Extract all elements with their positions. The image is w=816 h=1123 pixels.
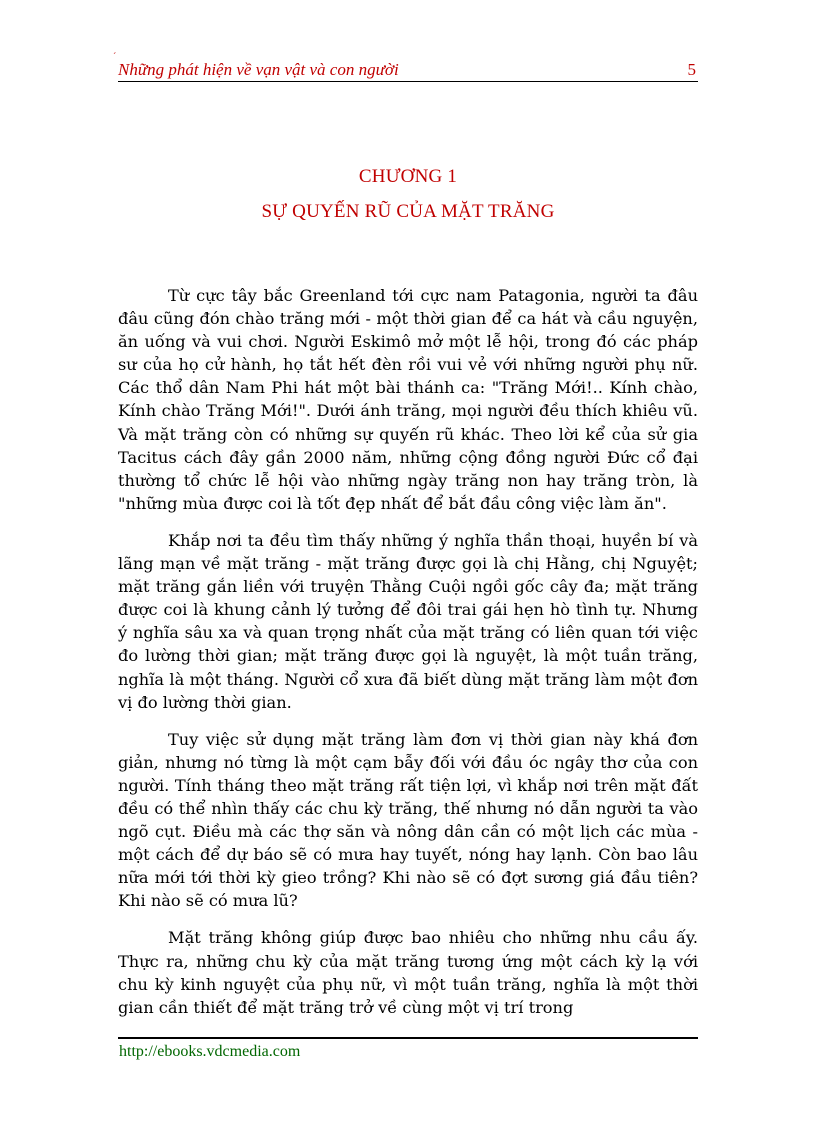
- page-number: 5: [687, 60, 696, 79]
- paragraph-3: Tuy việc sử dụng mặt trăng làm đơn vị thời gian này khá đơn giản, nhưng nó từng là một cạm bẫy đối với đầu óc ngây thơ của con người. Tính tháng theo mặt trăng rất tiện lợi, vì khắp nơi trên mặt đất đều có thể nhìn thấy các chu kỳ trăng, thế nhưng nó dẫn người ta vào ngõ cụt. Điều mà các thợ săn và nông dân cần có một lịch các mùa - một cách để dự báo sẽ có mưa hay tuyết, nóng hay lạnh. Còn bao lâu nữa mới tới thời kỳ gieo trồng? Khi nào sẽ có đợt sương giá đầu tiên? Khi nào sẽ có mưa lũ?: [118, 729, 698, 911]
- paragraph-1: Từ cực tây bắc Greenland tới cực nam Patagonia, người ta đâu đâu cũng đón chào trăng mới - một thời gian để ca hát và cầu nguyện, ăn uống và vui chơi. Người Eskimô mở một lễ hội, trong đó các pháp sư của họ cử hành, họ tắt hết đèn rồi vui vẻ với những người phụ nữ. Các thổ dân Nam Phi hát một bài thánh ca: "Trăng Mới!.. Kính chào, Kính chào Trăng Mới!". Dưới ánh trăng, mọi người đều thích khiêu vũ. Và mặt trăng còn có những sự quyến rũ khác. Theo lời kể của sử gia Tacitus cách đây gần 2000 năm, những cộng đồng người Đức cổ đại thường tổ chức lễ hội vào những ngày trăng non hay trăng tròn, là "những mùa được coi là tốt đẹp nhất để bắt đầu công việc làm ăn".: [118, 286, 698, 513]
- footer-url[interactable]: http://ebooks.vdcmedia.com: [119, 1043, 301, 1060]
- chapter-title: SỰ QUYẾN RŨ CỦA MẶT TRĂNG: [261, 201, 555, 222]
- chapter-number: CHƯƠNG 1: [358, 166, 458, 187]
- running-title: Những phát hiện về vạn vật và con người: [118, 60, 399, 79]
- footer-rule: [118, 1037, 698, 1039]
- page-header: [113, 52, 698, 82]
- paragraph-2: Khắp nơi ta đều tìm thấy những ý nghĩa thần thoại, huyền bí và lãng mạn về mặt trăng - mặt trăng được gọi là chị Hằng, chị Nguyệt; mặt trăng gắn liền với truyện Thằng Cuội ngồi gốc cây đa; mặt trăng được coi là khung cảnh lý tưởng để đôi trai gái hẹn hò tình tự. Nhưng ý nghĩa sâu xa và quan trọng nhất của mặt trăng có liên quan tới việc đo lường thời gian; mặt trăng được gọi là nguyệt, là một tuần trăng, nghĩa là một tháng. Người cổ xưa đã biết dùng mặt trăng làm một đơn vị đo lường thời gian.: [118, 530, 698, 712]
- header-mark: ´: [113, 52, 117, 63]
- paragraph-4: Mặt trăng không giúp được bao nhiêu cho những nhu cầu ấy. Thực ra, những chu kỳ của mặt trăng tương ứng một cách kỳ lạ với chu kỳ kinh nguyệt của phụ nữ, vì một tuần trăng, nghĩa là một thời gian cần thiết để mặt trăng trở về cùng một vị trí trong: [118, 928, 698, 1017]
- header-rule: [118, 81, 698, 82]
- body-text: [118, 284, 698, 1033]
